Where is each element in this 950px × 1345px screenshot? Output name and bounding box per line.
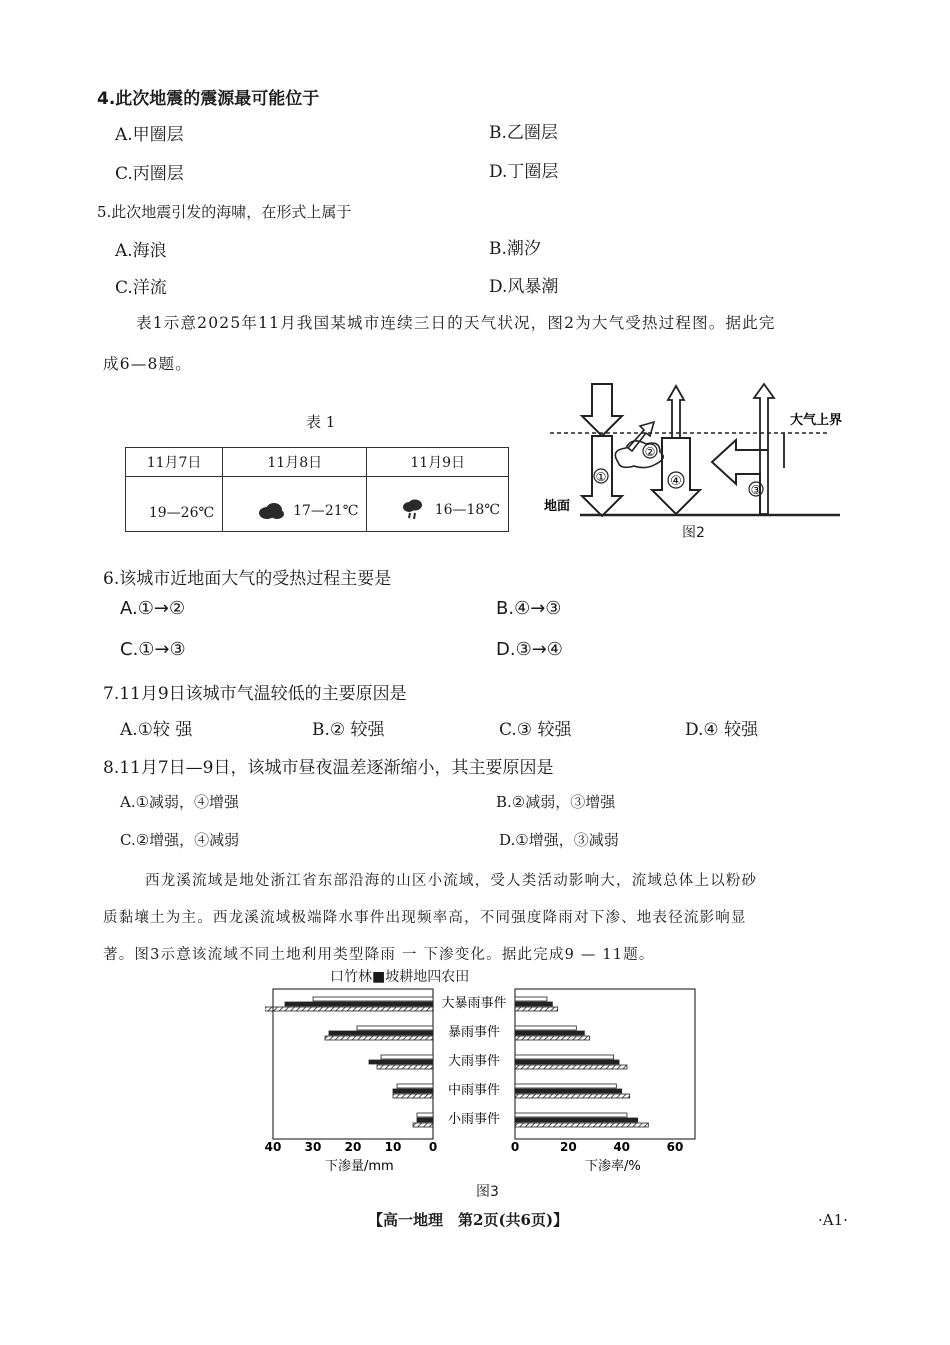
- label-3: ③: [750, 483, 762, 497]
- infiltration-rate-bar: [515, 1026, 576, 1030]
- infiltration-rate-bar: [515, 1036, 590, 1040]
- fig2-caption: 图2: [682, 525, 705, 541]
- label-4: ④: [670, 474, 682, 489]
- infiltration-rate-bar: [515, 1123, 648, 1127]
- cloudy-icon: [257, 501, 285, 521]
- table1-cell-day2: [223, 477, 367, 532]
- infiltration-rate-bar: [515, 1055, 614, 1059]
- infiltration-rate-bar: [515, 1002, 552, 1006]
- infiltration-rate-bar: [515, 997, 547, 1001]
- atmosphere-heating-diagram: [540, 378, 845, 520]
- infiltration-amount-bar: [417, 1118, 433, 1122]
- category-label: 小雨事件: [447, 1112, 501, 1127]
- q8-option-b[interactable]: B.②减弱，③增强: [496, 793, 616, 811]
- q8-option-c[interactable]: C.②增强，④减弱: [120, 831, 240, 849]
- infiltration-amount-bar: [417, 1113, 433, 1117]
- infiltration-amount-bar: [397, 1084, 433, 1088]
- infiltration-amount-bar: [377, 1065, 433, 1069]
- fig3-caption: 图3: [476, 1184, 499, 1200]
- left-tick-label: 20: [344, 1140, 362, 1154]
- rain-icon: [401, 499, 425, 521]
- q6-option-d[interactable]: D.③→④: [496, 639, 563, 660]
- infiltration-amount-bar: [325, 1036, 433, 1040]
- infiltration-amount-bar: [381, 1055, 433, 1059]
- q8-option-d[interactable]: D.①增强，③减弱: [499, 831, 619, 849]
- table1-header-day2: 11月8日: [223, 448, 367, 477]
- q7-option-b[interactable]: B.② 较强: [312, 720, 385, 740]
- table1-cell-day3: [367, 477, 509, 532]
- intro-9-11-line2: 质黏壤土为主。西龙溪流域极端降水事件出现频率高，不同强度降雨对下渗、地表径流影响显: [103, 910, 747, 926]
- q5-stem: 5.此次地震引发的海啸，在形式上属于: [97, 203, 352, 221]
- q4-stem: 4.此次地震的震源最可能位于: [97, 89, 320, 109]
- infiltration-rate-bar: [515, 1065, 627, 1069]
- infiltration-rate-bar: [515, 1118, 638, 1122]
- infiltration-rate-bar: [515, 1089, 622, 1093]
- right-tick-label: 0: [510, 1140, 520, 1154]
- ground-label: 地面: [544, 499, 571, 514]
- infiltration-amount-bar: [357, 1026, 433, 1030]
- intro-9-11-line3: 著。图3示意该流域不同土地利用类型降雨 一 下渗变化。据此完成9 — 11题。: [103, 947, 655, 963]
- infiltration-amount-bar: [285, 1002, 433, 1006]
- category-label: 大雨事件: [447, 1054, 501, 1069]
- left-tick-label: 30: [304, 1140, 322, 1154]
- right-tick-label: 40: [613, 1140, 631, 1154]
- table1-header-day1: 11月7日: [126, 448, 223, 477]
- infiltration-rate-bar: [515, 1031, 584, 1035]
- q8-option-a[interactable]: A.①减弱，④增强: [120, 793, 240, 811]
- left-tick-label: 0: [428, 1140, 438, 1154]
- category-label: 暴雨事件: [447, 1025, 501, 1040]
- left-tick-label: 10: [384, 1140, 402, 1154]
- infiltration-rate-bar: [515, 1007, 558, 1011]
- q7-stem: 7.11月9日该城市气温较低的主要原因是: [103, 684, 407, 704]
- solar-incoming-arrow: [582, 384, 622, 436]
- temp-day2: 17—21℃: [293, 503, 359, 519]
- table1-caption: 表 1: [306, 413, 336, 431]
- label-1: ①: [595, 470, 607, 484]
- q6-stem: 6.该城市近地面大气的受热过程主要是: [103, 569, 392, 589]
- q6-option-b[interactable]: B.④→③: [496, 598, 562, 619]
- infiltration-chart: [265, 985, 705, 1175]
- q6-option-a[interactable]: A.①→②: [120, 598, 186, 619]
- infiltration-amount-bar: [413, 1123, 433, 1127]
- infiltration-amount-bar: [313, 997, 433, 1001]
- atmosphere-top-label: 大气上界: [790, 413, 843, 428]
- infiltration-amount-bar: [393, 1094, 433, 1098]
- temp-day1: 19—26℃: [148, 505, 215, 521]
- infiltration-amount-bar: [329, 1031, 433, 1035]
- left-axis-label: 下渗量/mm: [325, 1159, 394, 1174]
- category-label: 中雨事件: [447, 1083, 501, 1098]
- page-footer: 【高一地理 第2页(共6页)】: [368, 1211, 569, 1229]
- arrow-4-up-shape: [668, 386, 684, 438]
- infiltration-amount-bar: [265, 1007, 433, 1011]
- q5-option-c[interactable]: C.洋流: [115, 278, 167, 298]
- infiltration-rate-bar: [515, 1084, 616, 1088]
- q5-option-b[interactable]: B.潮汐: [489, 239, 541, 259]
- category-label: 大暴雨事件: [441, 996, 507, 1011]
- page-code: ·A1·: [818, 1211, 848, 1229]
- q8-stem: 8.11月7日—9日，该城市昼夜温差逐渐缩小，其主要原因是: [103, 758, 554, 778]
- q6-option-c[interactable]: C.①→③: [120, 639, 186, 660]
- intro-9-11-line1: 西龙溪流域是地处浙江省东部沿海的山区小流域，受人类活动影响大，流域总体上以粉砂: [145, 873, 758, 889]
- intro-6-8-line1: 表1示意2025年11月我国某城市连续三日的天气状况，图2为大气受热过程图。据此完: [136, 314, 776, 332]
- weather-table: [125, 447, 509, 532]
- right-tick-label: 60: [666, 1140, 684, 1154]
- q5-option-a[interactable]: A.海浪: [115, 241, 167, 261]
- q4-option-d[interactable]: D.丁圈层: [489, 162, 559, 182]
- left-tick-label: 40: [265, 1140, 282, 1154]
- table1-header-day3: 11月9日: [367, 448, 509, 477]
- q4-option-c[interactable]: C.丙圈层: [115, 164, 184, 184]
- infiltration-rate-bar: [515, 1094, 630, 1098]
- table1-cell-day1: [126, 477, 223, 532]
- infiltration-amount-bar: [369, 1060, 433, 1064]
- intro-6-8-line2: 成6—8题。: [103, 355, 192, 373]
- temp-day3: 16—18℃: [434, 502, 500, 518]
- q4-option-a[interactable]: A.甲圈层: [115, 125, 184, 145]
- q5-option-d[interactable]: D.风暴潮: [489, 277, 559, 297]
- q4-option-b[interactable]: B.乙圈层: [489, 123, 558, 143]
- right-axis-label: 下渗率/%: [585, 1159, 641, 1174]
- infiltration-amount-bar: [393, 1089, 433, 1093]
- q7-option-a[interactable]: A.①较 强: [120, 720, 193, 740]
- infiltration-rate-bar: [515, 1113, 627, 1117]
- fig3-legend: 口竹林■坡耕地四农田: [330, 969, 470, 985]
- label-2: ②: [644, 445, 656, 459]
- q7-option-c[interactable]: C.③ 较强: [499, 720, 572, 740]
- q7-option-d[interactable]: D.④ 较强: [685, 720, 759, 740]
- infiltration-rate-bar: [515, 1060, 619, 1064]
- right-tick-label: 20: [559, 1140, 577, 1154]
